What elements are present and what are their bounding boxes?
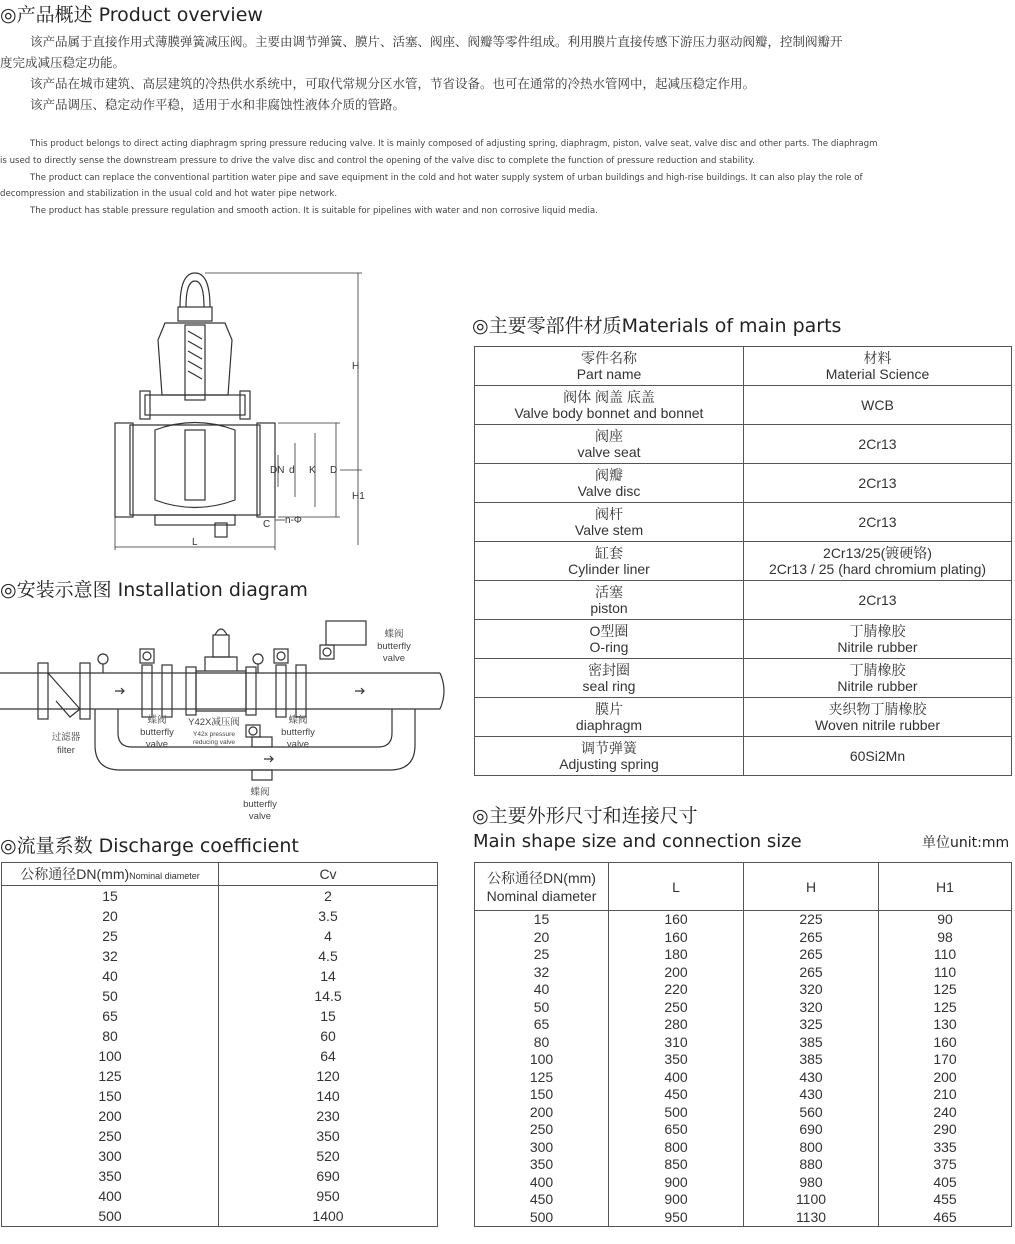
part-name-cell: 阀座 valve seat: [475, 425, 744, 464]
table-row: [2, 1206, 438, 1227]
installation-diagram: [0, 605, 450, 825]
cv-cell: 64: [219, 1046, 438, 1066]
table-row: [475, 946, 1012, 964]
dn-cell: 125: [475, 1069, 609, 1087]
material-cell: WCB: [744, 386, 1012, 425]
table-row: [475, 425, 1012, 464]
h-cell: 325: [744, 1016, 879, 1034]
dn-cell: 100: [2, 1046, 219, 1066]
dn-cell: 80: [2, 1026, 219, 1046]
table-row: [2, 1166, 438, 1186]
h-cell: 265: [744, 964, 879, 982]
dn-cell: 125: [2, 1066, 219, 1086]
table-row: [475, 737, 1012, 776]
table-row: [475, 503, 1012, 542]
dn-cell: 300: [2, 1146, 219, 1166]
h1-cell: 125: [879, 999, 1012, 1017]
h1-cell: 98: [879, 929, 1012, 947]
cv-cell: 230: [219, 1106, 438, 1126]
bv1-label-en1: butterfly: [140, 727, 174, 738]
material-cell: 2Cr13: [744, 581, 1012, 620]
table-row: [475, 1069, 1012, 1087]
table-row: [2, 1026, 438, 1046]
l-cell: 250: [609, 999, 744, 1017]
bv3-label-zh: 蝶阀: [384, 629, 404, 640]
dn-cell: 80: [475, 1034, 609, 1052]
dn-cell: 300: [475, 1139, 609, 1157]
dn-cell: 25: [475, 946, 609, 964]
filter-label-en: filter: [57, 745, 75, 756]
h-cell: 690: [744, 1121, 879, 1139]
h-cell: 560: [744, 1104, 879, 1122]
table-row: [475, 964, 1012, 982]
material-cell: 丁腈橡胶 Nitrile rubber: [744, 659, 1012, 698]
dn-cell: 200: [2, 1106, 219, 1126]
table-row: [2, 1186, 438, 1206]
l-cell: 160: [609, 911, 744, 929]
h1-cell: 200: [879, 1069, 1012, 1087]
dn-cell: 40: [475, 981, 609, 999]
part-name-cell: 阀瓣 Valve disc: [475, 464, 744, 503]
overview-en-text: This product belongs to direct acting diaphragm spring pressure reducing valve. It is mainly composed of adjusting spring, diaphragm, piston, valve seat, valve disc and other parts. The diaphragm is used to directly sense the downstream pressure to drive the valve disc and control the opening of the valve disc to complete the function of pressure reduction and stability. The product can replace the conventional partition water pipe and save equipment in the cold and hot water supply system of urban buildings and high-rise buildings. It can also play the role of decompression and stabilization in the usual cold and hot water pipe network. The product has stable pressure regulation and smooth action. It is suitable for pipelines with water and non corrosive liquid media.: [0, 139, 878, 217]
h1-cell: 130: [879, 1016, 1012, 1034]
l-cell: 650: [609, 1121, 744, 1139]
dimensions-header-h1: H1: [879, 863, 1012, 911]
h1-cell: 290: [879, 1121, 1012, 1139]
discharge-header-row: [2, 863, 438, 886]
dn-cell: 250: [2, 1126, 219, 1146]
table-row: [2, 1066, 438, 1086]
h-cell: 265: [744, 946, 879, 964]
overview-title: ◎产品概述 Product overview: [0, 4, 263, 26]
h1-cell: 110: [879, 946, 1012, 964]
h-cell: 385: [744, 1051, 879, 1069]
table-row: [475, 1121, 1012, 1139]
part-name-cell: 密封圈 seal ring: [475, 659, 744, 698]
h-cell: 225: [744, 911, 879, 929]
dimensions-unit: 单位unit:mm: [922, 835, 1010, 851]
material-cell: 2Cr13/25(镀硬铬) 2Cr13 / 25 (hard chromium plating): [744, 542, 1012, 581]
table-row: [2, 966, 438, 986]
cv-cell: 140: [219, 1086, 438, 1106]
table-row: [475, 1016, 1012, 1034]
table-row: [2, 1106, 438, 1126]
dn-cell: 500: [2, 1206, 219, 1227]
table-row: [475, 1209, 1012, 1227]
h1-cell: 375: [879, 1156, 1012, 1174]
discharge-header-cv: Cv: [219, 863, 438, 886]
dimensions-title-en: Main shape size and connection size: [473, 831, 802, 852]
cv-cell: 15: [219, 1006, 438, 1026]
l-cell: 310: [609, 1034, 744, 1052]
table-row: [475, 1086, 1012, 1104]
h-cell: 320: [744, 981, 879, 999]
dim-label-k: K: [309, 465, 316, 476]
table-row: [475, 981, 1012, 999]
dn-cell: 40: [2, 966, 219, 986]
h-cell: 265: [744, 929, 879, 947]
bv2-label-zh: 蝶阀: [288, 715, 308, 726]
dim-label-h1: H1: [352, 491, 365, 502]
dimensions-header-row: [475, 863, 1012, 911]
prv-label-en1: Y42x pressure: [193, 731, 235, 738]
h1-cell: 90: [879, 911, 1012, 929]
table-row: [475, 1104, 1012, 1122]
dn-cell: 65: [475, 1016, 609, 1034]
dim-label-h: H: [352, 361, 360, 372]
cv-cell: 120: [219, 1066, 438, 1086]
part-name-cell: 缸套 Cylinder liner: [475, 542, 744, 581]
cv-cell: 14.5: [219, 986, 438, 1006]
bv4-label-zh: 蝶阀: [250, 787, 270, 798]
material-cell: 夹织物丁腈橡胶 Woven nitrile rubber: [744, 698, 1012, 737]
h1-cell: 465: [879, 1209, 1012, 1227]
material-cell: 丁腈橡胶 Nitrile rubber: [744, 620, 1012, 659]
table-row: [475, 386, 1012, 425]
h1-cell: 405: [879, 1174, 1012, 1192]
bv3-label-en2: valve: [382, 653, 406, 664]
bv2-label-en2: valve: [286, 739, 310, 750]
bv1-label-zh: 蝶阀: [147, 715, 167, 726]
h-cell: 880: [744, 1156, 879, 1174]
dn-cell: 50: [475, 999, 609, 1017]
cv-cell: 14: [219, 966, 438, 986]
dim-label-d-small: d: [289, 465, 295, 476]
dimensions-title-zh: ◎主要外形尺寸和连接尺寸: [472, 805, 698, 827]
part-name-cell: 膜片 diaphragm: [475, 698, 744, 737]
table-row: [475, 911, 1012, 929]
bv2-label-en1: butterfly: [281, 727, 315, 738]
h1-cell: 160: [879, 1034, 1012, 1052]
dn-cell: 25: [2, 926, 219, 946]
l-cell: 450: [609, 1086, 744, 1104]
dn-cell: 150: [2, 1086, 219, 1106]
discharge-title: ◎流量系数 Discharge coefficient: [0, 835, 299, 857]
l-cell: 200: [609, 964, 744, 982]
overview-zh-text: 该产品属于直接作用式薄膜弹簧减压阀。主要由调节弹簧、膜片、活塞、阀座、阀瓣等零件组成。利用膜片直接传感下游压力驱动阀瓣，控制阀瓣开 度完成减压稳定功能。 该产品在城市建筑、高层建筑的冷热供水系统中，可取代常规分区水管，节省设备。也可在通常的冷热水管网中，起减压稳定作用。 该产品调压、稳定动作平稳，适用于水和非腐蚀性液体介质的管路。: [0, 34, 843, 112]
material-cell: 2Cr13: [744, 425, 1012, 464]
dn-cell: 400: [2, 1186, 219, 1206]
table-row: [2, 1006, 438, 1026]
dn-cell: 400: [475, 1174, 609, 1192]
dn-cell: 350: [2, 1166, 219, 1186]
dim-label-d-big: D: [330, 465, 338, 476]
bv1-label-en2: valve: [145, 739, 169, 750]
dim-label-n-phi: n-Φ: [285, 515, 302, 526]
table-row: [2, 986, 438, 1006]
table-row: [2, 1146, 438, 1166]
table-row: [475, 1156, 1012, 1174]
l-cell: 220: [609, 981, 744, 999]
l-cell: 500: [609, 1104, 744, 1122]
h-cell: 320: [744, 999, 879, 1017]
cv-cell: 690: [219, 1166, 438, 1186]
dimensions-header-h: H: [744, 863, 879, 911]
table-row: [475, 1034, 1012, 1052]
table-row: [475, 999, 1012, 1017]
material-cell: 2Cr13: [744, 464, 1012, 503]
table-row: [2, 926, 438, 946]
dn-cell: 500: [475, 1209, 609, 1227]
dn-cell: 250: [475, 1121, 609, 1139]
dn-cell: 65: [2, 1006, 219, 1026]
dim-label-c: C: [263, 519, 271, 530]
table-row: [475, 929, 1012, 947]
table-row: [2, 1126, 438, 1146]
table-row: [2, 906, 438, 926]
discharge-header-dn: 公称通径DN(mm)Nominal diameter: [2, 863, 219, 886]
dn-cell: 200: [475, 1104, 609, 1122]
h1-cell: 240: [879, 1104, 1012, 1122]
dn-cell: 350: [475, 1156, 609, 1174]
l-cell: 400: [609, 1069, 744, 1087]
l-cell: 900: [609, 1191, 744, 1209]
dn-cell: 15: [2, 886, 219, 907]
table-row: [475, 620, 1012, 659]
table-row: [475, 1051, 1012, 1069]
h-cell: 430: [744, 1086, 879, 1104]
h1-cell: 125: [879, 981, 1012, 999]
table-row: [2, 1086, 438, 1106]
h1-cell: 110: [879, 964, 1012, 982]
h1-cell: 455: [879, 1191, 1012, 1209]
table-row: [475, 659, 1012, 698]
dn-cell: 100: [475, 1051, 609, 1069]
dimensions-header-l: L: [609, 863, 744, 911]
l-cell: 350: [609, 1051, 744, 1069]
part-name-cell: 调节弹簧 Adjusting spring: [475, 737, 744, 776]
cv-cell: 350: [219, 1126, 438, 1146]
h-cell: 980: [744, 1174, 879, 1192]
l-cell: 900: [609, 1174, 744, 1192]
table-row: [475, 1174, 1012, 1192]
dim-label-l: L: [192, 537, 198, 548]
filter-label-zh: 过滤器: [51, 732, 81, 743]
h1-cell: 210: [879, 1086, 1012, 1104]
h-cell: 1130: [744, 1209, 879, 1227]
cv-cell: 2: [219, 886, 438, 907]
part-name-cell: 活塞 piston: [475, 581, 744, 620]
materials-header-part: 零件名称 Part name: [475, 347, 744, 386]
bv4-label-en2: valve: [248, 811, 272, 822]
bv4-label-en1: butterfly: [243, 799, 277, 810]
h-cell: 1100: [744, 1191, 879, 1209]
prv-label-en2: reducing valve: [193, 739, 235, 746]
l-cell: 280: [609, 1016, 744, 1034]
l-cell: 950: [609, 1209, 744, 1227]
table-row: [475, 698, 1012, 737]
table-row: [475, 581, 1012, 620]
cv-cell: 60: [219, 1026, 438, 1046]
h-cell: 430: [744, 1069, 879, 1087]
table-row: [475, 1139, 1012, 1157]
dn-cell: 50: [2, 986, 219, 1006]
dn-cell: 450: [475, 1191, 609, 1209]
cv-cell: 3.5: [219, 906, 438, 926]
material-cell: 60Si2Mn: [744, 737, 1012, 776]
part-name-cell: 阀体 阀盖 底盖 Valve body bonnet and bonnet: [475, 386, 744, 425]
h1-cell: 170: [879, 1051, 1012, 1069]
dimensions-table: [474, 862, 1012, 1227]
h1-cell: 335: [879, 1139, 1012, 1157]
valve-cross-section-drawing: [100, 265, 380, 555]
l-cell: 850: [609, 1156, 744, 1174]
dn-cell: 20: [2, 906, 219, 926]
dn-cell: 32: [475, 964, 609, 982]
dn-cell: 15: [475, 911, 609, 929]
dim-label-dn: DN: [270, 465, 285, 476]
installation-title: ◎安装示意图 Installation diagram: [0, 579, 308, 601]
materials-title: ◎主要零部件材质Materials of main parts: [472, 315, 842, 337]
materials-header-material: 材料 Material Science: [744, 347, 1012, 386]
dimensions-header-dn: 公称通径DN(mm) Nominal diameter: [475, 863, 609, 911]
table-row: [2, 946, 438, 966]
table-row: [475, 1191, 1012, 1209]
prv-label-zh: Y42X减压阀: [188, 717, 240, 728]
table-row: [2, 1046, 438, 1066]
table-row: [475, 542, 1012, 581]
dn-cell: 150: [475, 1086, 609, 1104]
h-cell: 800: [744, 1139, 879, 1157]
discharge-table: [1, 862, 438, 1227]
l-cell: 800: [609, 1139, 744, 1157]
l-cell: 180: [609, 946, 744, 964]
cv-cell: 1400: [219, 1206, 438, 1227]
materials-table: [474, 346, 1012, 776]
part-name-cell: 阀杆 Valve stem: [475, 503, 744, 542]
cv-cell: 4.5: [219, 946, 438, 966]
cv-cell: 520: [219, 1146, 438, 1166]
table-row: [2, 886, 438, 907]
h-cell: 385: [744, 1034, 879, 1052]
dn-cell: 32: [2, 946, 219, 966]
cv-cell: 4: [219, 926, 438, 946]
materials-header-row: [475, 347, 1012, 386]
dn-cell: 20: [475, 929, 609, 947]
l-cell: 160: [609, 929, 744, 947]
material-cell: 2Cr13: [744, 503, 1012, 542]
cv-cell: 950: [219, 1186, 438, 1206]
bv3-label-en1: butterfly: [377, 641, 411, 652]
table-row: [475, 464, 1012, 503]
part-name-cell: O型圈 O-ring: [475, 620, 744, 659]
